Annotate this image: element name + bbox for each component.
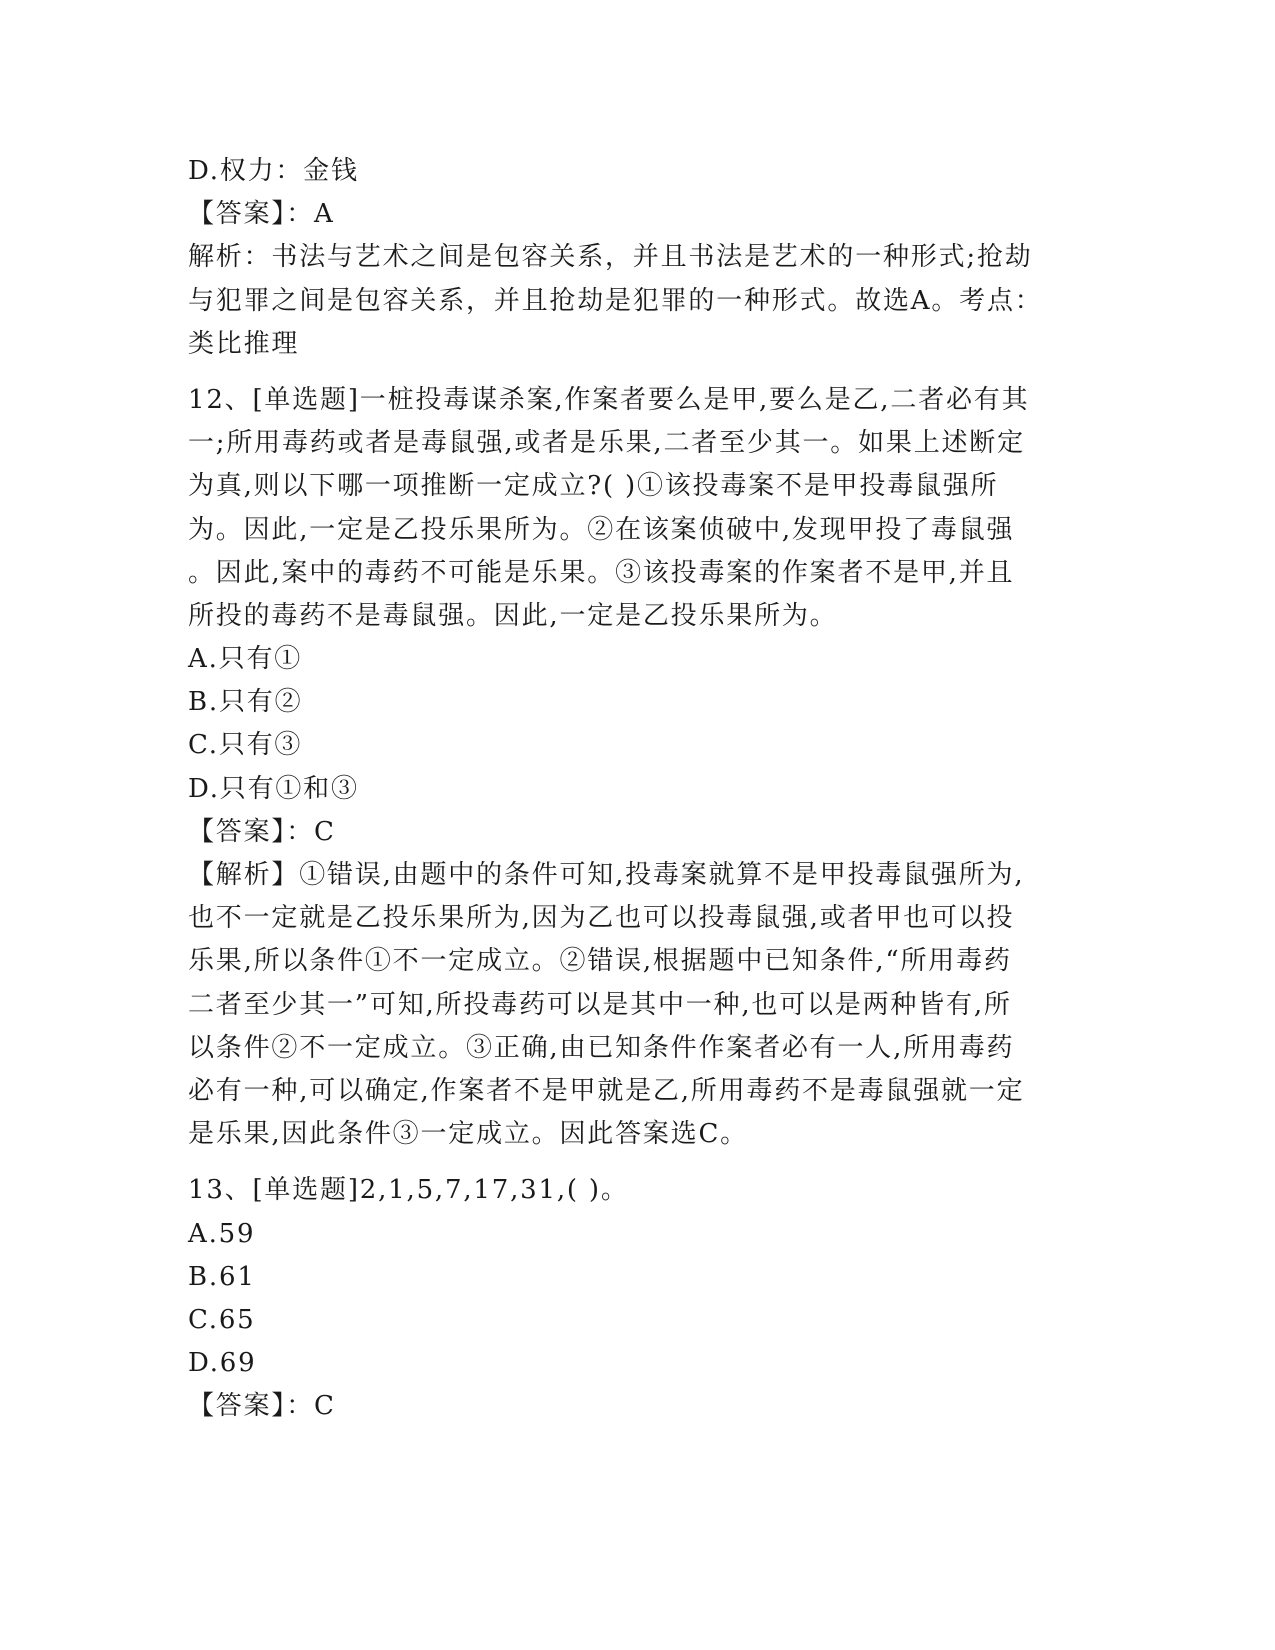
analysis-line: 必有一种,可以确定,作案者不是甲就是乙,所用毒药不是毒鼠强就一定	[188, 1075, 1025, 1106]
analysis-line: 解析：书法与艺术之间是包容关系，并且书法是艺术的一种形式;抢劫	[188, 242, 1033, 273]
question-stem-line: 12、[单选题]一桩投毒谋杀案,作案者要么是甲,要么是乙,二者必有其	[188, 384, 1030, 415]
analysis-line: 也不一定就是乙投乐果所为,因为乙也可以投毒鼠强,或者甲也可以投	[188, 903, 1015, 934]
option-d: D.69	[188, 1348, 257, 1379]
question-stem-line: 。因此,案中的毒药不可能是乐果。③该投毒案的作案者不是甲,并且	[188, 557, 1015, 588]
option-a: A.59	[188, 1218, 256, 1249]
option-c: C.只有③	[188, 730, 303, 761]
analysis-line: 二者至少其一”可知,所投毒药可以是其中一种,也可以是两种皆有,所	[188, 989, 1012, 1020]
question-13	[188, 1169, 1088, 1428]
question-11-tail	[188, 150, 1088, 366]
question-stem-line: 为真,则以下哪一项推断一定成立?( )①该投毒案不是甲投毒鼠强所	[188, 471, 999, 502]
answer: 【答案】：C	[188, 1391, 336, 1422]
option-d: D.只有①和③	[188, 773, 359, 804]
analysis-line: 乐果,所以条件①不一定成立。②错误,根据题中已知条件,“所用毒药	[188, 946, 1012, 977]
question-stem-line: 为。因此,一定是乙投乐果所为。②在该案侦破中,发现甲投了毒鼠强	[188, 514, 1015, 545]
answer: 【答案】：A	[188, 199, 335, 230]
analysis-line: 类比推理	[188, 328, 300, 359]
question-12	[188, 379, 1088, 1156]
option-b: B.只有②	[188, 687, 303, 718]
option-d: D.权力：金钱	[188, 156, 359, 186]
question-stem: 13、[单选题]2,1,5,7,17,31,( )。	[188, 1175, 629, 1206]
question-stem-line: 一;所用毒药或者是毒鼠强,或者是乐果,二者至少其一。如果上述断定	[188, 428, 1025, 459]
option-c: C.65	[188, 1304, 256, 1335]
question-stem-line: 所投的毒药不是毒鼠强。因此,一定是乙投乐果所为。	[188, 600, 838, 631]
analysis-line: 是乐果,因此条件③一定成立。因此答案选C。	[188, 1119, 748, 1150]
analysis-line: 与犯罪之间是包容关系，并且抢劫是犯罪的一种形式。故选A。考点：	[188, 285, 1043, 316]
analysis-line: 以条件②不一定成立。③正确,由已知条件作案者必有一人,所用毒药	[188, 1032, 1015, 1063]
analysis-line: 【解析】①错误,由题中的条件可知,投毒案就算不是甲投毒鼠强所为,	[188, 860, 1025, 890]
answer: 【答案】：C	[188, 816, 336, 847]
document-page	[188, 150, 1088, 1428]
option-b: B.61	[188, 1261, 256, 1292]
option-a: A.只有①	[188, 644, 303, 675]
